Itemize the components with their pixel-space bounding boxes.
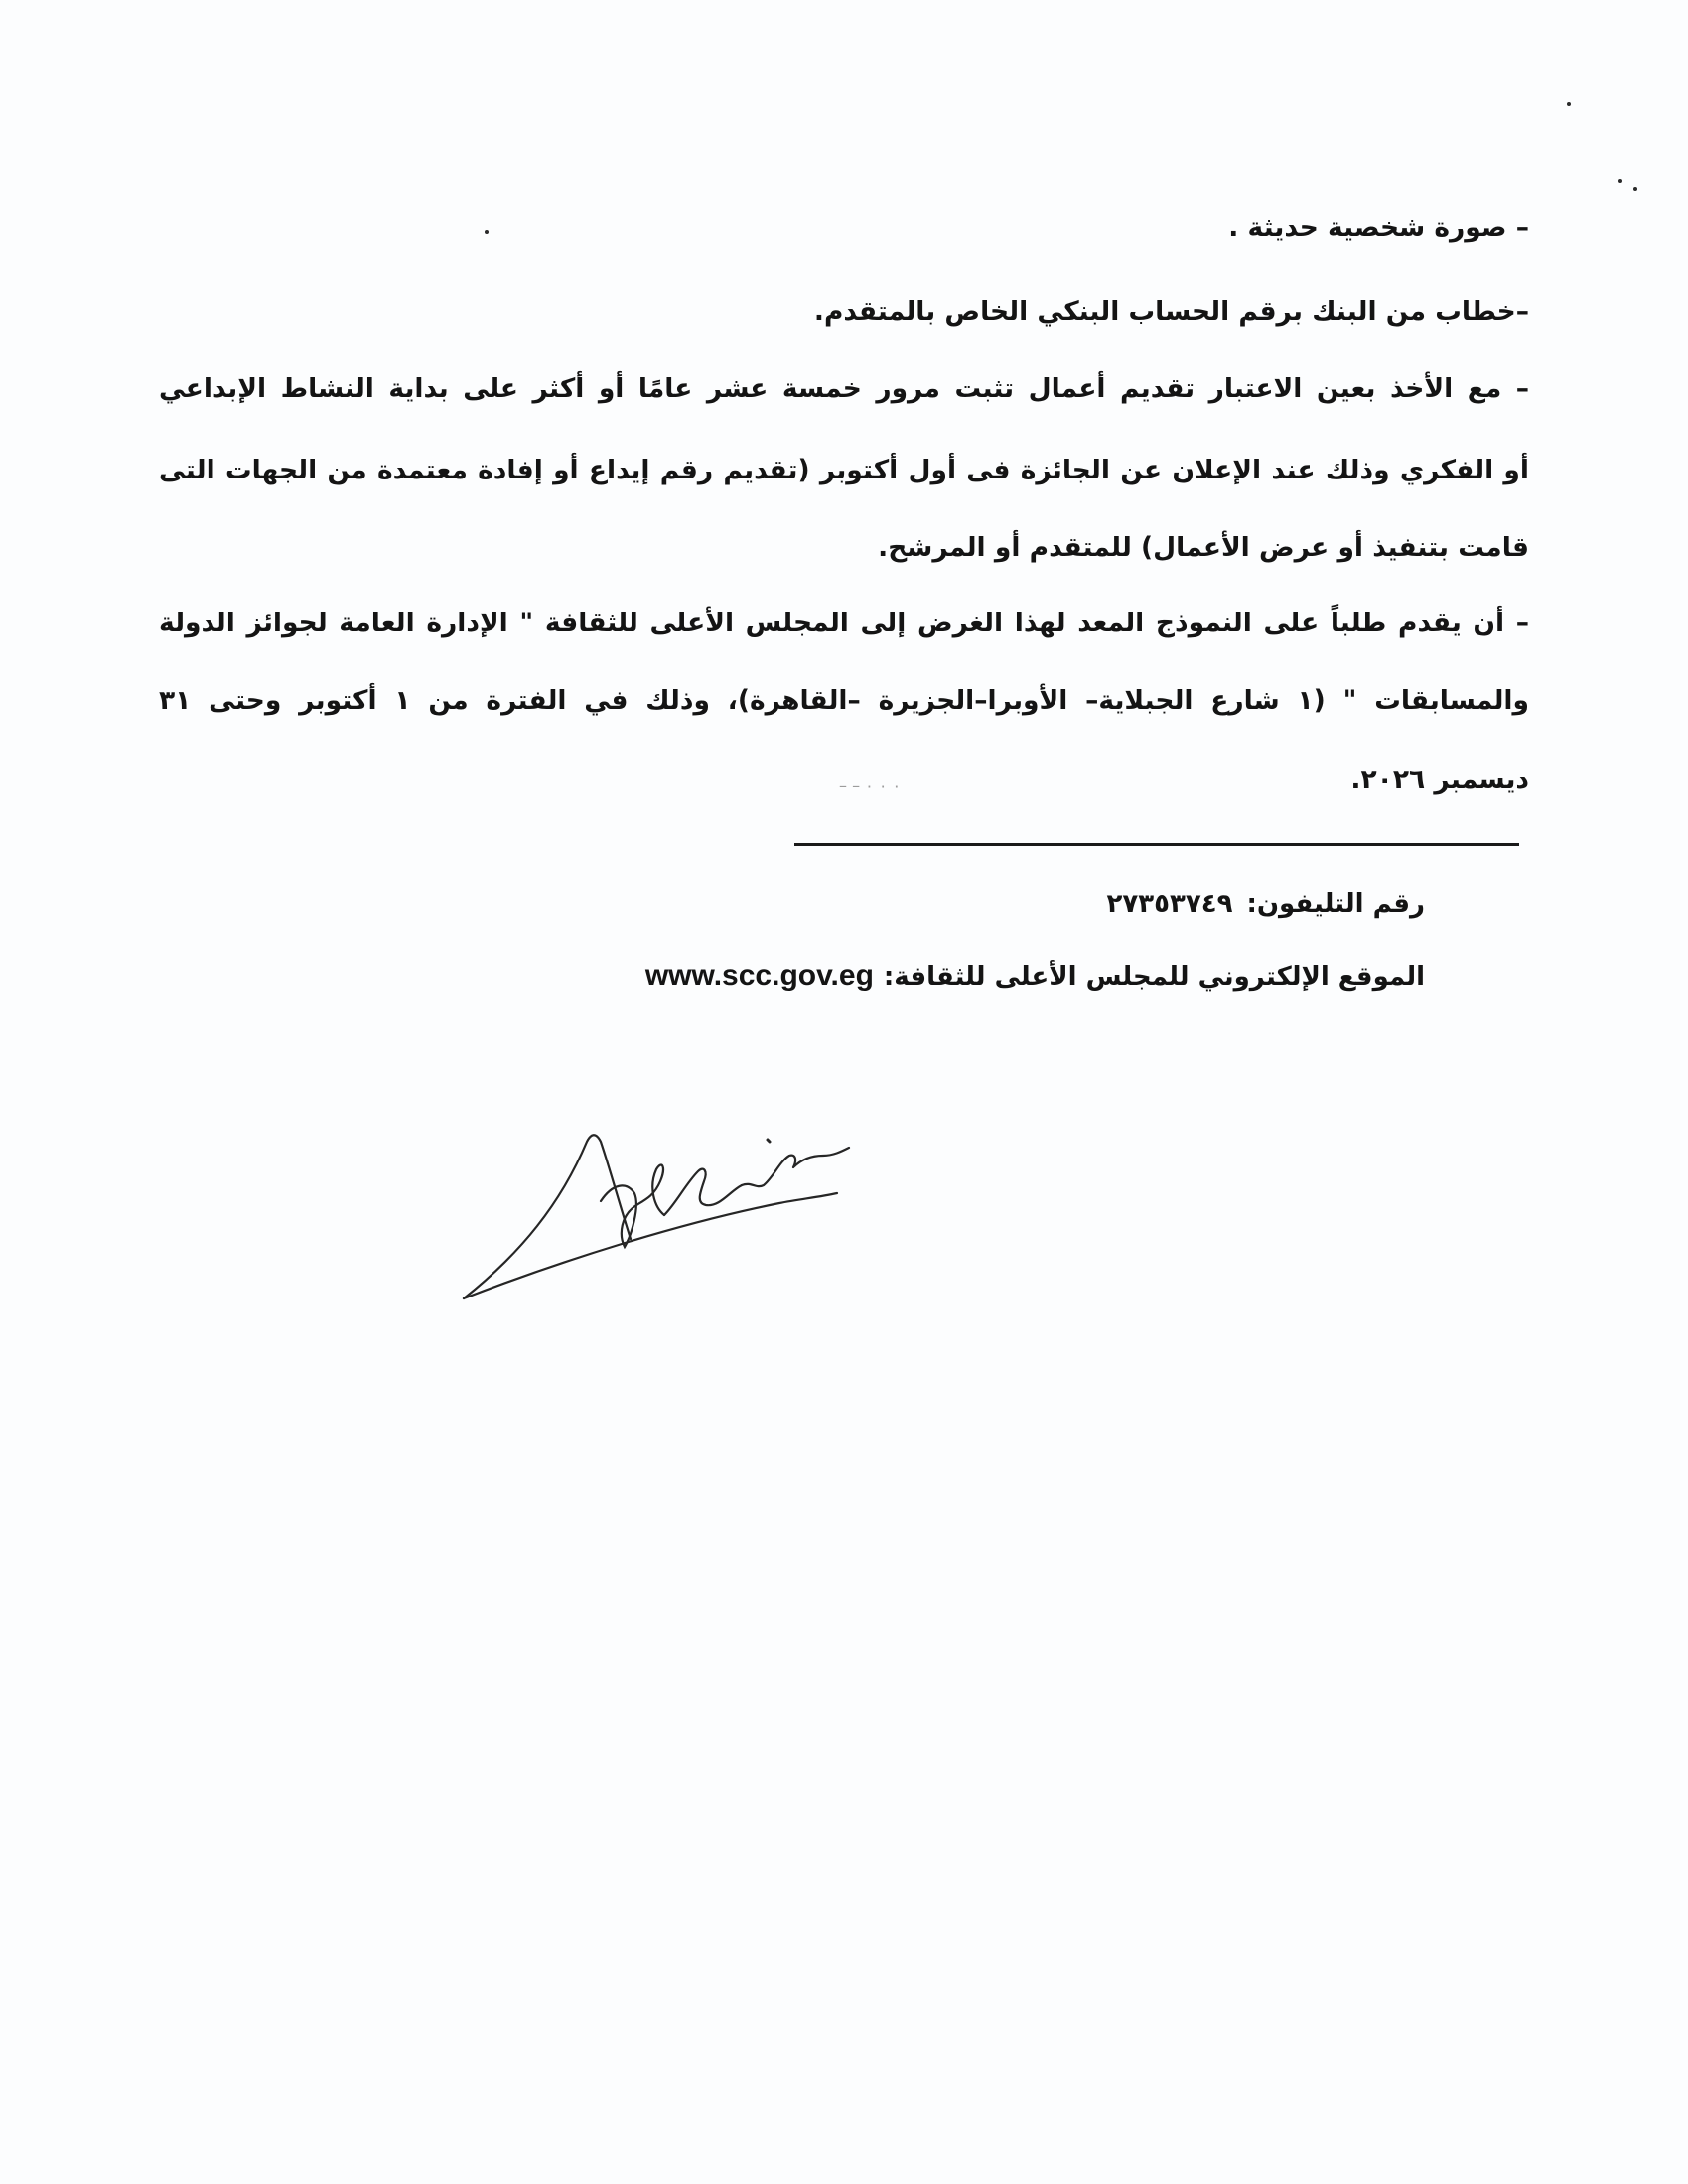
phone-label: رقم التليفون: (1246, 889, 1425, 919)
scan-speck (485, 230, 489, 234)
requirement-experience-line-1: – مع الأخذ بعين الاعتبار تقديم أعمال تثبت مرور خمسة عشر عامًا أو أكثر على بداية النشاط الإبداعي (159, 373, 1529, 404)
scan-speck (1618, 179, 1622, 183)
requirement-experience-line-3: قامت بتنفيذ أو عرض الأعمال) للمتقدم أو المرشح. (878, 532, 1529, 563)
requirement-application-line-2: والمسابقات " (١ شارع الجبلاية– الأوبرا–الجزيرة –القاهرة)، وذلك في الفترة من ١ أكتوبر وحتى ٣١ (159, 685, 1529, 716)
requirement-photo: – صورة شخصية حديثة . (1228, 212, 1529, 243)
website-label: الموقع الإلكتروني للمجلس الأعلى للثقافة: (883, 962, 1425, 992)
website-line (645, 956, 1425, 997)
divider-line (794, 843, 1519, 846)
requirement-application-line-3: ديسمبر ٢٠٢٦. (1350, 764, 1529, 795)
requirement-experience-line-2: أو الفكري وذلك عند الإعلان عن الجائزة فى أول أكتوبر (تقديم رقم إيداع أو إفادة معتمدة من الجهات التى (159, 455, 1529, 485)
website-url: www.scc.gov.eg (644, 959, 874, 992)
scan-speck (1633, 187, 1637, 191)
scan-speck (1567, 102, 1571, 106)
faint-mark: – – ٠ ٠ ٠ (839, 776, 902, 795)
requirement-bank-letter: –خطاب من البنك برقم الحساب البنكي الخاص بالمتقدم. (813, 296, 1529, 327)
requirement-application-line-1: – أن يقدم طلباً على النموذج المعد لهذا الغرض إلى المجلس الأعلى للثقافة " الإدارة العامة لجوائز الدولة (159, 608, 1529, 638)
signature (452, 1112, 918, 1320)
phone-number: ٢٧٣٥٣٧٤٩ (1106, 889, 1233, 919)
phone-line (1106, 885, 1425, 924)
